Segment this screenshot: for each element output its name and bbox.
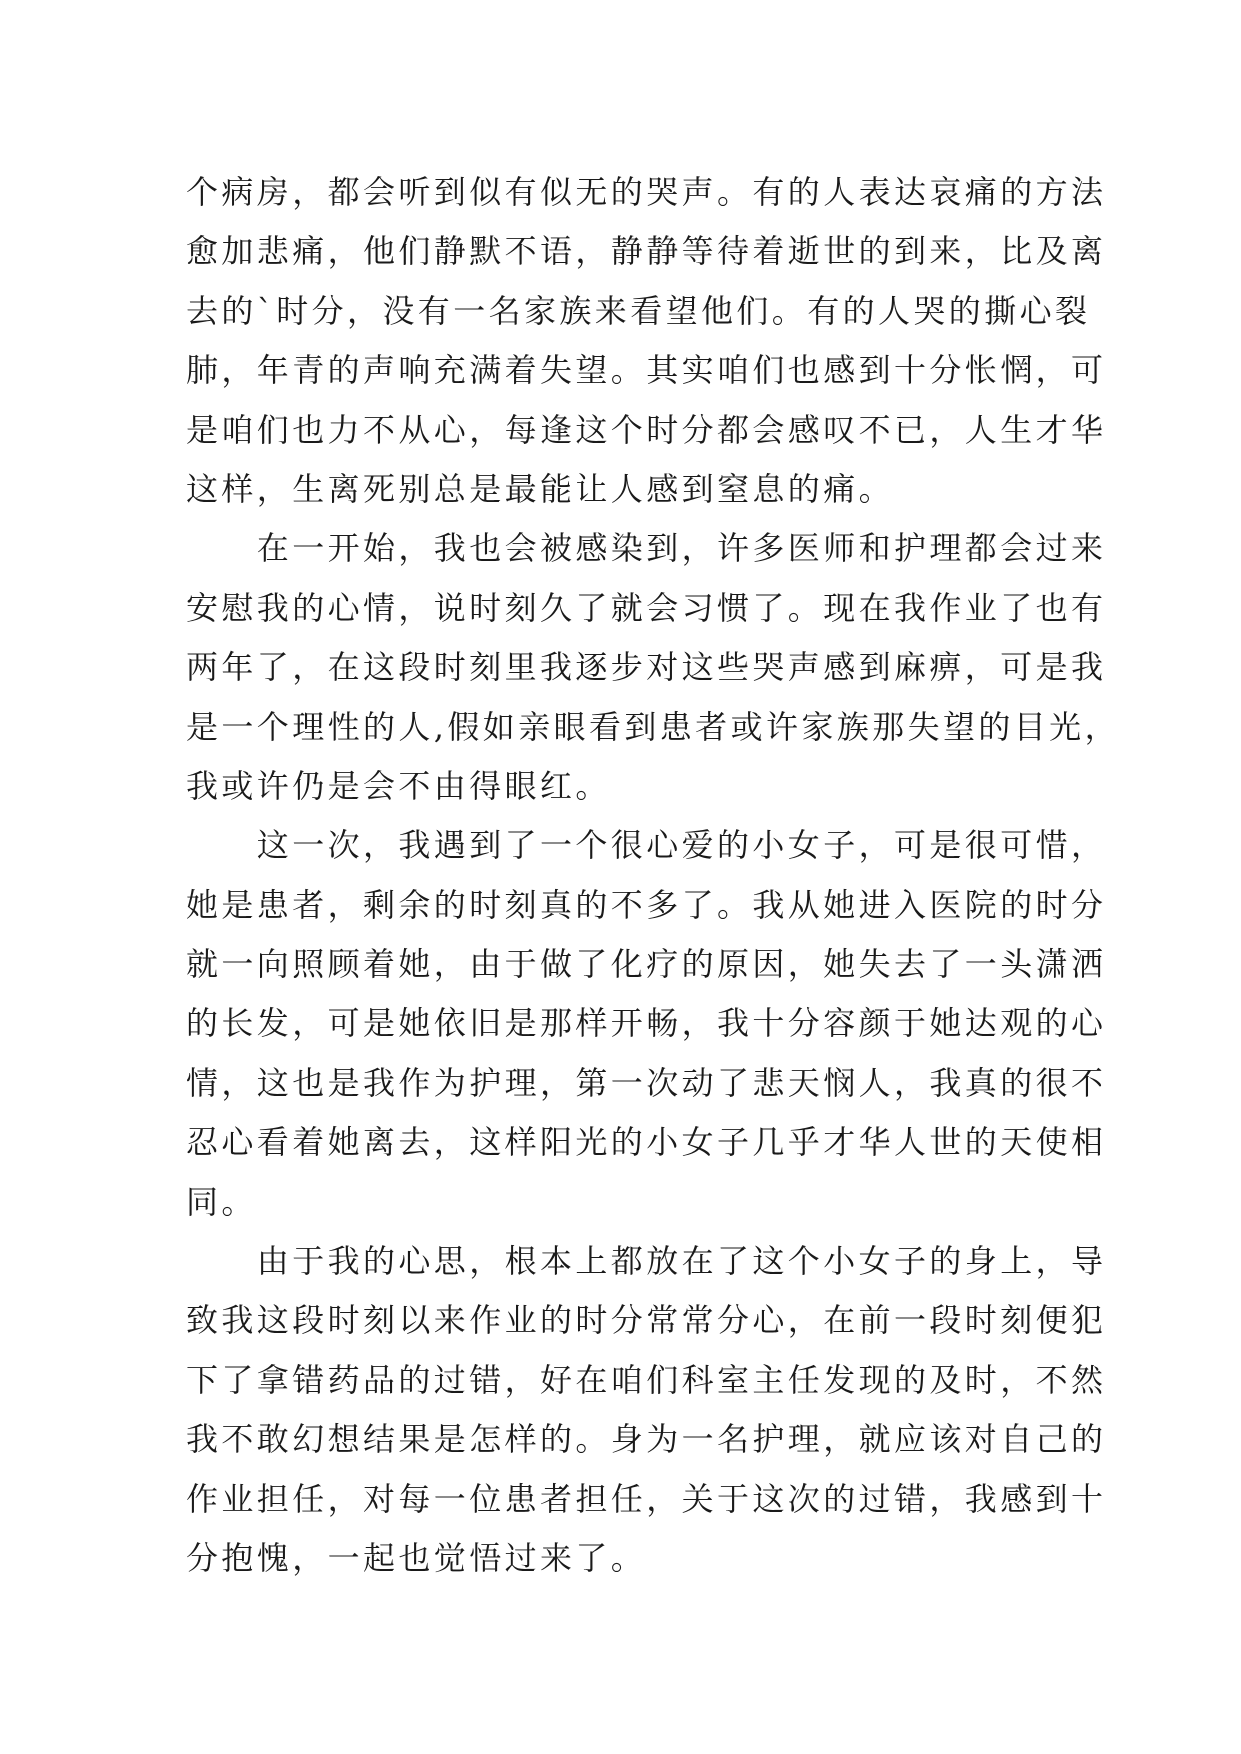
text-line: 致我这段时刻以来作业的时分常常分心，在前一段时刻便犯 <box>186 1301 1107 1340</box>
text-line: 我或许仍是会不由得眼红。 <box>186 766 611 805</box>
text-line: 她是患者，剩余的时刻真的不多了。我从她进入医院的时分 <box>186 885 1107 924</box>
text-line: 两年了，在这段时刻里我逐步对这些哭声感到麻痹，可是我 <box>186 648 1107 687</box>
body-text <box>186 163 1120 1588</box>
text-line: 是咱们也力不从心，每逢这个时分都会感叹不已，人生才华 <box>186 410 1107 449</box>
text-line: 这样，生离死别总是最能让人感到窒息的痛。 <box>186 469 895 508</box>
text-line: 忍心看着她离去，这样阳光的小女子几乎才华人世的天使相 <box>186 1123 1107 1162</box>
text-line: 个病房，都会听到似有似无的哭声。有的人表达哀痛的方法 <box>186 173 1107 211</box>
text-line: 同。 <box>186 1182 257 1221</box>
text-line: 这一次，我遇到了一个很心爱的小女子，可是很可惜， <box>186 826 1107 865</box>
text-line: 肺，年青的声响充满着失望。其实咱们也感到十分怅惘，可 <box>186 351 1107 390</box>
text-line: 下了拿错药品的过错，好在咱们科室主任发现的及时，不然 <box>186 1360 1107 1399</box>
text-line: 情，这也是我作为护理，第一次动了悲天悯人，我真的很不 <box>186 1063 1107 1102</box>
text-line: 作业担任，对每一位患者担任，关于这次的过错，我感到十 <box>186 1479 1107 1518</box>
text-line: 的长发，可是她依旧是那样开畅，我十分容颜于她达观的心 <box>186 1004 1107 1043</box>
text-line: 在一开始，我也会被感染到，许多医师和护理都会过来 <box>186 529 1107 568</box>
text-line: 由于我的心思，根本上都放在了这个小女子的身上，导 <box>186 1242 1107 1281</box>
text-line: 愈加悲痛，他们静默不语，静静等待着逝世的到来，比及离 <box>186 232 1107 271</box>
text-line: 就一向照顾着她，由于做了化疗的原因，她失去了一头潇洒 <box>186 945 1107 984</box>
text-line: 安慰我的心情，说时刻久了就会习惯了。现在我作业了也有 <box>186 588 1107 627</box>
text-line: 去的`时分，没有一名家族来看望他们。有的人哭的撕心裂 <box>186 291 1091 330</box>
text-line: 是一个理性的人,假如亲眼看到患者或许家族那失望的目光， <box>186 707 1120 746</box>
text-line: 分抱愧，一起也觉悟过来了。 <box>186 1538 647 1577</box>
text-line: 我不敢幻想结果是怎样的。身为一名护理，就应该对自己的 <box>186 1420 1107 1459</box>
